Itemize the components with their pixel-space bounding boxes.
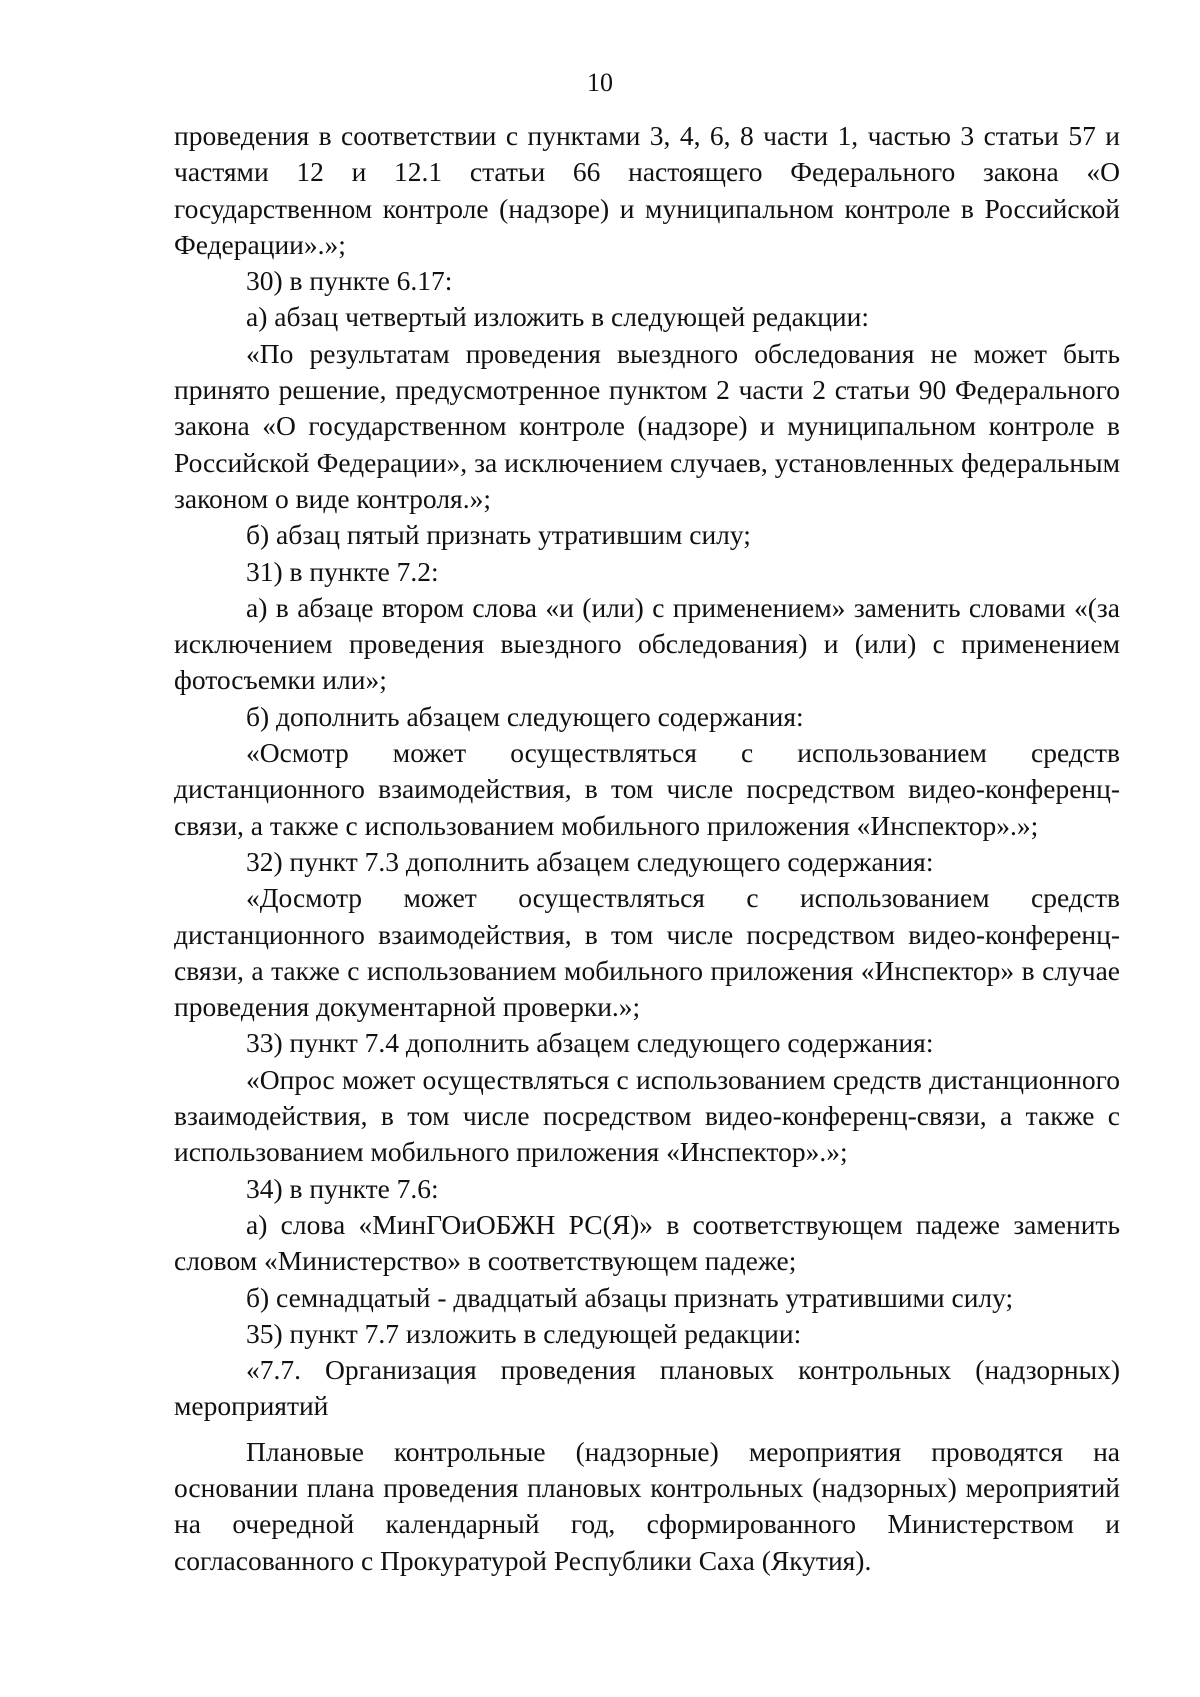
paragraph: 33) пункт 7.4 дополнить абзацем следующего содержания: (246, 1027, 934, 1059)
paragraph: проведения в соответствии с пунктами 3, 4, 6, 8 части 1, частью 3 статьи 57 и частями 12 и 12.1 статьи 66 настоящего Федерального закона «О государственном контроле (надзоре) и муниципальном контроле в Российской Федерации».»; (174, 120, 1120, 260)
paragraph: «Осмотр может осуществляться с использованием средств дистанционного взаимодействия, в том числе посредством видео-конференц-связи, а также с использованием мобильного приложения «Инспектор».»; (174, 737, 1120, 841)
paragraph: «Опрос может осуществляться с использованием средств дистанционного взаимодействия, в том числе посредством видео-конференц-связи, а также с использованием мобильного приложения «Инспектор».»; (174, 1063, 1120, 1168)
paragraph: а) в абзаце втором слова «и (или) с применением» заменить словами «(за исключением проведения выездного обследования) и (или) с применением фотосъемки или»; (174, 591, 1120, 696)
paragraph: 31) в пункте 7.2: (246, 555, 439, 587)
paragraph: б) абзац пятый признать утратившим силу; (246, 519, 751, 551)
paragraph: «По результатам проведения выездного обследования не может быть принято решение, предусмотренное пунктом 2 части 2 статьи 90 Федерального закона «О государственном контроле (надзоре) и муниципальном контроле в Российской Федерации», за исключением случаев, установленных федеральным законом о виде контроля.»; (174, 337, 1120, 514)
paragraph: б) дополнить абзацем следующего содержания: (246, 700, 804, 732)
paragraph: Плановые контрольные (надзорные) мероприятия проводятся на основании плана проведения плановых контрольных (надзорных) мероприятий на очередной календарный год, сформированного Министерством и согласованного с Прокуратурой Республики Саха (Якутия). (174, 1435, 1120, 1576)
page-number: 10 (587, 68, 613, 97)
paragraph: а) абзац четвертый изложить в следующей редакции: (246, 301, 870, 333)
paragraph: 30) в пункте 6.17: (246, 265, 453, 297)
paragraph: «7.7. Организация проведения плановых контрольных (надзорных) мероприятий (174, 1354, 1120, 1422)
paragraph: «Досмотр может осуществляться с использованием средств дистанционного взаимодействия, в том числе посредством видео-конференц-связи, а также с использованием мобильного приложения «Инспектор» в случае проведения документарной проверки.»; (174, 882, 1120, 1023)
paragraph: 35) пункт 7.7 изложить в следующей редакции: (246, 1317, 802, 1349)
document-body (174, 118, 1120, 1579)
paragraph: 32) пункт 7.3 дополнить абзацем следующего содержания: (246, 845, 934, 877)
paragraph: б) семнадцатый - двадцатый абзацы признать утратившими силу; (246, 1281, 1014, 1313)
paragraph: а) слова «МинГОиОБЖН РС(Я)» в соответствующем падеже заменить словом «Министерство» в соответствующем падеже; (174, 1208, 1120, 1277)
paragraph: 34) в пункте 7.6: (246, 1172, 439, 1204)
